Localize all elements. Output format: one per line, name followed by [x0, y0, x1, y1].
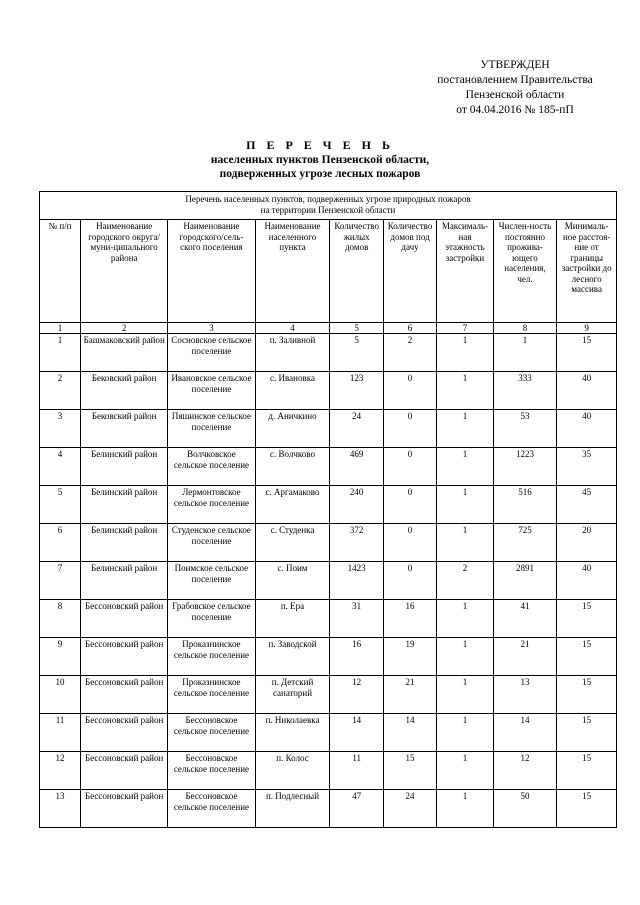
- population-cell: 333: [493, 372, 557, 410]
- dacha-count-cell: 24: [383, 790, 436, 828]
- row-number-cell: 4: [40, 448, 81, 486]
- max-floors-cell: 1: [437, 486, 493, 524]
- settlement-cell: Пяшинское сельское поселение: [168, 410, 255, 448]
- table-caption-line-1: Перечень населенных пунктов, подверженных угрозе природных пожаров: [185, 194, 471, 204]
- district-cell: Бессоновский район: [81, 676, 168, 714]
- max-floors-cell: 1: [437, 790, 493, 828]
- table-row: [40, 524, 617, 562]
- population-cell: 725: [493, 524, 557, 562]
- header-number: № п/п: [40, 220, 81, 323]
- column-number: 4: [255, 323, 330, 334]
- houses-count-cell: 12: [330, 676, 383, 714]
- header-floors: Максималь-ная этажность застройки: [437, 220, 493, 323]
- district-cell: Бессоновский район: [81, 638, 168, 676]
- population-cell: 2891: [493, 562, 557, 600]
- table-row: [40, 790, 617, 828]
- settlement-cell: Поимское сельское поселение: [168, 562, 255, 600]
- district-cell: Бессоновский район: [81, 714, 168, 752]
- header-district: Наименование городского округа/муни-ципального района: [81, 220, 168, 323]
- row-number-cell: 9: [40, 638, 81, 676]
- table-row: [40, 752, 617, 790]
- table-row: [40, 600, 617, 638]
- max-floors-cell: 2: [437, 562, 493, 600]
- column-numbers-row: [40, 323, 617, 334]
- dacha-count-cell: 0: [383, 448, 436, 486]
- column-number: 2: [81, 323, 168, 334]
- max-floors-cell: 1: [437, 448, 493, 486]
- locality-cell: п. Николаевка: [255, 714, 330, 752]
- row-number-cell: 7: [40, 562, 81, 600]
- max-floors-cell: 1: [437, 752, 493, 790]
- population-cell: 21: [493, 638, 557, 676]
- dacha-count-cell: 21: [383, 676, 436, 714]
- approval-title: УТВЕРЖДЕН: [480, 59, 550, 71]
- locality-cell: п. Колос: [255, 752, 330, 790]
- locality-cell: п. Подлесный: [255, 790, 330, 828]
- column-number: 7: [437, 323, 493, 334]
- max-floors-cell: 1: [437, 334, 493, 372]
- max-floors-cell: 1: [437, 372, 493, 410]
- district-cell: Белинский район: [81, 524, 168, 562]
- settlement-cell: Волчковское сельское поселение: [168, 448, 255, 486]
- row-number-cell: 13: [40, 790, 81, 828]
- houses-count-cell: 14: [330, 714, 383, 752]
- settlements-table: [39, 191, 617, 828]
- locality-cell: с. Ивановка: [255, 372, 330, 410]
- houses-count-cell: 24: [330, 410, 383, 448]
- header-dachas: Количество домов под дачу: [383, 220, 436, 323]
- document-title: [150, 137, 490, 181]
- district-cell: Бессоновский район: [81, 752, 168, 790]
- header-locality: Наименование населенного пункта: [255, 220, 330, 323]
- table-caption-row: [40, 192, 617, 220]
- population-cell: 50: [493, 790, 557, 828]
- max-floors-cell: 1: [437, 524, 493, 562]
- column-number: 9: [557, 323, 617, 334]
- houses-count-cell: 1423: [330, 562, 383, 600]
- houses-count-cell: 5: [330, 334, 383, 372]
- row-number-cell: 10: [40, 676, 81, 714]
- table-row: [40, 410, 617, 448]
- district-cell: Белинский район: [81, 486, 168, 524]
- forest-distance-cell: 40: [557, 372, 617, 410]
- column-number: 1: [40, 323, 81, 334]
- forest-distance-cell: 35: [557, 448, 617, 486]
- table-row: [40, 714, 617, 752]
- table-row: [40, 486, 617, 524]
- header-settlement: Наименование городского/сель-ского поселения: [168, 220, 255, 323]
- title-line-2: населенных пунктов Пензенской области,: [210, 154, 430, 166]
- forest-distance-cell: 45: [557, 486, 617, 524]
- locality-cell: с. Волчково: [255, 448, 330, 486]
- district-cell: Башмаковский район: [81, 334, 168, 372]
- dacha-count-cell: 0: [383, 486, 436, 524]
- settlement-cell: Лермонтовское сельское поселение: [168, 486, 255, 524]
- settlement-cell: Проказнинское сельское поселение: [168, 676, 255, 714]
- row-number-cell: 12: [40, 752, 81, 790]
- column-number: 6: [383, 323, 436, 334]
- forest-distance-cell: 15: [557, 600, 617, 638]
- approval-resolution: постановлением Правительства: [437, 74, 593, 86]
- row-number-cell: 1: [40, 334, 81, 372]
- settlement-cell: Сосновское сельское поселение: [168, 334, 255, 372]
- population-cell: 41: [493, 600, 557, 638]
- settlement-cell: Проказнинское сельское поселение: [168, 638, 255, 676]
- district-cell: Белинский район: [81, 448, 168, 486]
- title-line-3: подверженных угрозе лесных пожаров: [219, 168, 421, 180]
- forest-distance-cell: 15: [557, 790, 617, 828]
- locality-cell: п. Заливной: [255, 334, 330, 372]
- forest-distance-cell: 15: [557, 752, 617, 790]
- population-cell: 1: [493, 334, 557, 372]
- dacha-count-cell: 0: [383, 372, 436, 410]
- houses-count-cell: 11: [330, 752, 383, 790]
- column-number: 8: [493, 323, 557, 334]
- max-floors-cell: 1: [437, 676, 493, 714]
- forest-distance-cell: 40: [557, 562, 617, 600]
- table-caption: [40, 192, 617, 220]
- houses-count-cell: 240: [330, 486, 383, 524]
- dacha-count-cell: 0: [383, 562, 436, 600]
- settlement-cell: Студенское сельское поселение: [168, 524, 255, 562]
- approval-region: Пензенской области: [465, 89, 565, 101]
- dacha-count-cell: 14: [383, 714, 436, 752]
- dacha-count-cell: 15: [383, 752, 436, 790]
- population-cell: 13: [493, 676, 557, 714]
- forest-distance-cell: 15: [557, 334, 617, 372]
- district-cell: Бековский район: [81, 410, 168, 448]
- houses-count-cell: 123: [330, 372, 383, 410]
- row-number-cell: 6: [40, 524, 81, 562]
- forest-distance-cell: 15: [557, 638, 617, 676]
- district-cell: Белинский район: [81, 562, 168, 600]
- header-population: Числен-ность постоянно прожива-ющего населения, чел.: [493, 220, 557, 323]
- houses-count-cell: 16: [330, 638, 383, 676]
- row-number-cell: 2: [40, 372, 81, 410]
- table-caption-line-2: на территории Пензенской области: [260, 204, 396, 215]
- table-row: [40, 334, 617, 372]
- column-number: 3: [168, 323, 255, 334]
- district-cell: Бековский район: [81, 372, 168, 410]
- table-row: [40, 638, 617, 676]
- max-floors-cell: 1: [437, 714, 493, 752]
- row-number-cell: 3: [40, 410, 81, 448]
- locality-cell: с. Поим: [255, 562, 330, 600]
- approval-date-number: от 04.04.2016 № 185-пП: [456, 104, 574, 116]
- settlement-cell: Бессоновское сельское поселение: [168, 790, 255, 828]
- max-floors-cell: 1: [437, 600, 493, 638]
- forest-distance-cell: 40: [557, 410, 617, 448]
- population-cell: 12: [493, 752, 557, 790]
- dacha-count-cell: 19: [383, 638, 436, 676]
- district-cell: Бессоновский район: [81, 600, 168, 638]
- header-houses: Количество жилых домов: [330, 220, 383, 323]
- max-floors-cell: 1: [437, 410, 493, 448]
- settlement-cell: Бессоновское сельское поселение: [168, 752, 255, 790]
- houses-count-cell: 372: [330, 524, 383, 562]
- locality-cell: с. Студенка: [255, 524, 330, 562]
- table-row: [40, 372, 617, 410]
- locality-cell: п. Ера: [255, 600, 330, 638]
- settlement-cell: Грабовское сельское поселение: [168, 600, 255, 638]
- column-number: 5: [330, 323, 383, 334]
- locality-cell: п. Заводской: [255, 638, 330, 676]
- locality-cell: с. Аргамаково: [255, 486, 330, 524]
- forest-distance-cell: 15: [557, 676, 617, 714]
- population-cell: 516: [493, 486, 557, 524]
- row-number-cell: 11: [40, 714, 81, 752]
- forest-distance-cell: 15: [557, 714, 617, 752]
- dacha-count-cell: 0: [383, 410, 436, 448]
- locality-cell: п. Детский санаторий: [255, 676, 330, 714]
- header-distance: Минималь-ное расстоя-ние от границы застройки до лесного массива: [557, 220, 617, 323]
- houses-count-cell: 469: [330, 448, 383, 486]
- table-row: [40, 676, 617, 714]
- district-cell: Бессоновский район: [81, 790, 168, 828]
- population-cell: 1223: [493, 448, 557, 486]
- settlement-cell: Ивановское сельское поселение: [168, 372, 255, 410]
- table-row: [40, 448, 617, 486]
- approval-stamp: [400, 58, 630, 118]
- dacha-count-cell: 0: [383, 524, 436, 562]
- locality-cell: д. Аничкино: [255, 410, 330, 448]
- population-cell: 14: [493, 714, 557, 752]
- houses-count-cell: 31: [330, 600, 383, 638]
- row-number-cell: 5: [40, 486, 81, 524]
- row-number-cell: 8: [40, 600, 81, 638]
- houses-count-cell: 47: [330, 790, 383, 828]
- population-cell: 53: [493, 410, 557, 448]
- forest-distance-cell: 20: [557, 524, 617, 562]
- table-row: [40, 562, 617, 600]
- title-word: П Е Р Е Ч Е Н Ь: [246, 138, 394, 152]
- settlement-cell: Бессоновское сельское поселение: [168, 714, 255, 752]
- table-header-row: [40, 220, 617, 323]
- dacha-count-cell: 2: [383, 334, 436, 372]
- dacha-count-cell: 16: [383, 600, 436, 638]
- max-floors-cell: 1: [437, 638, 493, 676]
